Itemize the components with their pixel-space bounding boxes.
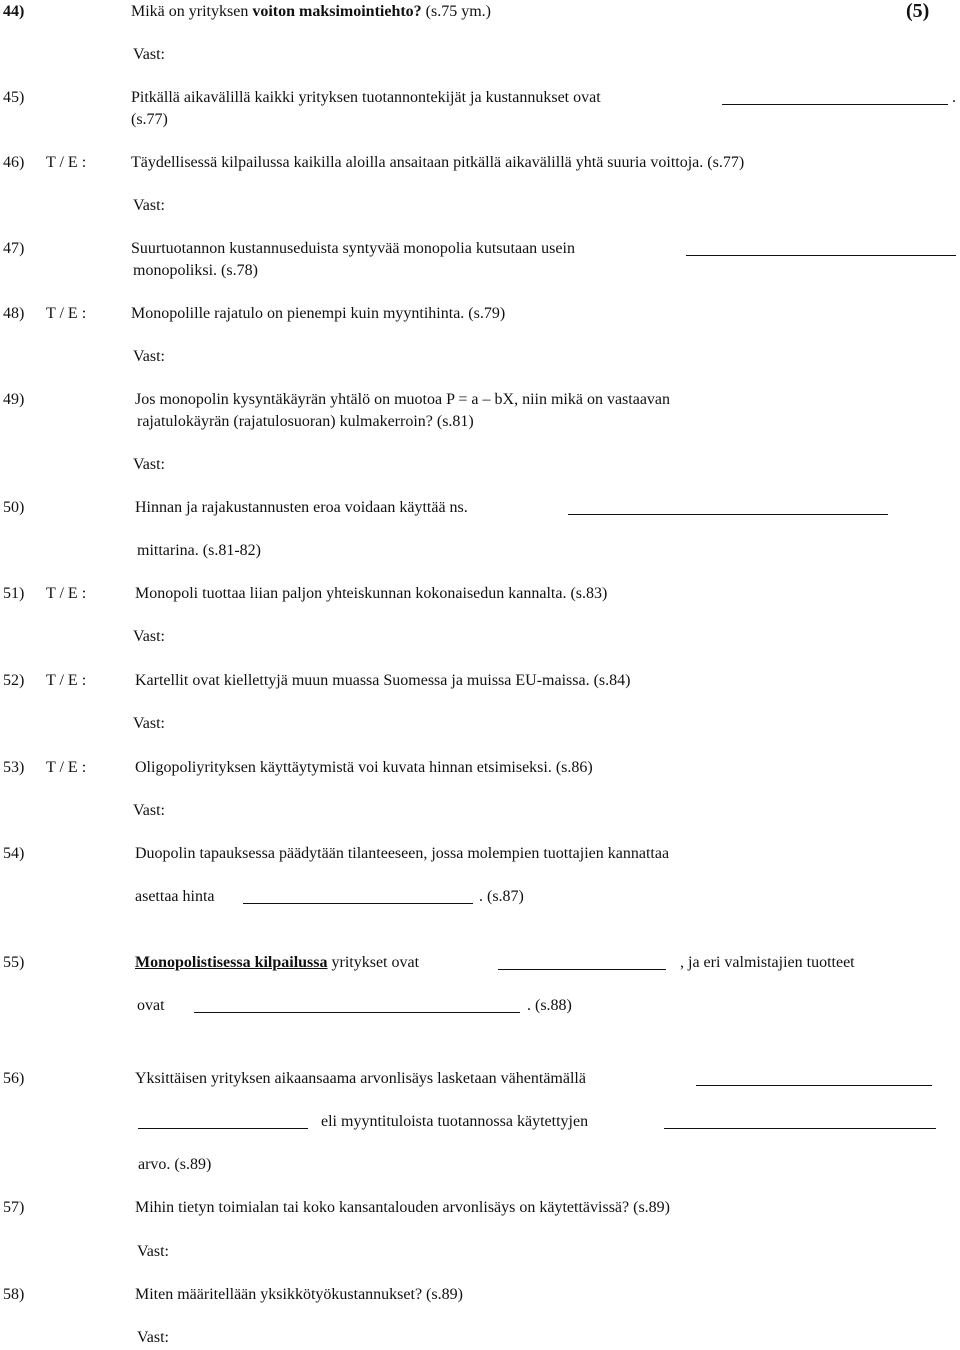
question-number: 48) [3, 305, 25, 322]
answer-label: Vast: [137, 1243, 169, 1260]
question-number: 56) [3, 1070, 25, 1087]
answer-label: Vast: [137, 1329, 169, 1346]
answer-label: Vast: [133, 348, 165, 365]
answer-blank[interactable] [696, 1071, 932, 1086]
question-number: 52) [3, 672, 25, 689]
question-text: Oligopoliyrityksen käyttäytymistä voi kuvata hinnan etsimiseksi. (s.86) [135, 759, 593, 776]
question-number: 58) [3, 1286, 25, 1303]
question-number: 54) [3, 845, 25, 862]
question-text: Mihin tietyn toimialan tai koko kansantalouden arvonlisäys on käytettävissä? (s.89) [135, 1199, 670, 1216]
question-number: 46) [3, 154, 25, 171]
question-text: Mikä on yrityksen voiton maksimointiehto? (s.75 ym.) [131, 3, 491, 20]
question-text: Hinnan ja rajakustannusten eroa voidaan käyttää ns. [135, 499, 468, 516]
question-text: Monopolille rajatulo on pienempi kuin myyntihinta. (s.79) [131, 305, 506, 322]
question-number: 45) [3, 89, 25, 106]
question-number: 51) [3, 585, 25, 602]
true-false-marker: T / E : [46, 305, 87, 322]
question-text: Jos monopolin kysyntäkäyrän yhtälö on muotoa P = a – bX, niin mikä on vastaavan [135, 391, 671, 408]
question-text-tail: . [952, 89, 956, 106]
answer-blank[interactable] [138, 1114, 308, 1129]
question-text: Yksittäisen yrityksen aikaansaama arvonlisäys lasketaan vähentämällä [135, 1070, 586, 1087]
true-false-marker: T / E : [46, 759, 87, 776]
answer-blank[interactable] [722, 90, 948, 105]
question-number: 44) [3, 3, 25, 20]
question-text: Duopolin tapauksessa päädytään tilanteeseen, jossa molempien tuottajien kannattaa [135, 845, 670, 862]
question-text: ovat [137, 997, 165, 1014]
question-number: 55) [3, 954, 25, 971]
question-text: monopoliksi. (s.78) [133, 262, 258, 279]
question-text: Pitkällä aikavälillä kaikki yrityksen tuotannontekijät ja kustannukset ovat [131, 89, 601, 106]
page-reference: (s.77) [131, 111, 168, 128]
question-text: rajatulokäyrän (rajatulosuoran) kulmakerroin? (s.81) [137, 413, 474, 430]
answer-blank[interactable] [568, 500, 888, 515]
question-number: 57) [3, 1199, 25, 1216]
question-number: 53) [3, 759, 25, 776]
answer-blank[interactable] [194, 998, 520, 1013]
answer-blank[interactable] [664, 1114, 936, 1129]
question-text: . (s.87) [479, 888, 524, 905]
question-text: eli myyntituloista tuotannossa käytettyjen [321, 1113, 589, 1130]
question-text: . (s.88) [527, 997, 572, 1014]
answer-label: Vast: [133, 197, 165, 214]
answer-blank[interactable] [686, 241, 956, 256]
answer-label: Vast: [133, 628, 165, 645]
question-text: Monopoli tuottaa liian paljon yhteiskunnan kokonaisedun kannalta. (s.83) [135, 585, 608, 602]
question-text: , ja eri valmistajien tuotteet [680, 954, 855, 971]
question-text: Kartellit ovat kiellettyjä muun muassa Suomessa ja muissa EU-maissa. (s.84) [135, 672, 631, 689]
answer-blank[interactable] [243, 889, 473, 904]
true-false-marker: T / E : [46, 585, 87, 602]
answer-label: Vast: [133, 715, 165, 732]
question-text: Täydellisessä kilpailussa kaikilla aloilla ansaitaan pitkällä aikavälillä yhtä suuria voittoja. (s.77) [131, 154, 745, 171]
answer-label: Vast: [133, 802, 165, 819]
question-text: arvo. (s.89) [138, 1156, 212, 1173]
question-text: Miten määritellään yksikkötyökustannukset? (s.89) [135, 1286, 463, 1303]
question-text: mittarina. (s.81-82) [137, 542, 261, 559]
true-false-marker: T / E : [46, 672, 87, 689]
answer-blank[interactable] [498, 955, 666, 970]
question-number: 49) [3, 391, 25, 408]
points-label: (5) [906, 0, 930, 22]
answer-label: Vast: [133, 46, 165, 63]
question-text: Suurtuotannon kustannuseduista syntyvää monopolia kutsutaan usein [131, 240, 575, 257]
question-text: asettaa hinta [135, 888, 215, 905]
answer-label: Vast: [133, 456, 165, 473]
question-number: 47) [3, 240, 25, 257]
question-number: 50) [3, 499, 25, 516]
true-false-marker: T / E : [46, 154, 87, 171]
question-text: Monopolistisessa kilpailussa yritykset ovat [135, 954, 420, 971]
